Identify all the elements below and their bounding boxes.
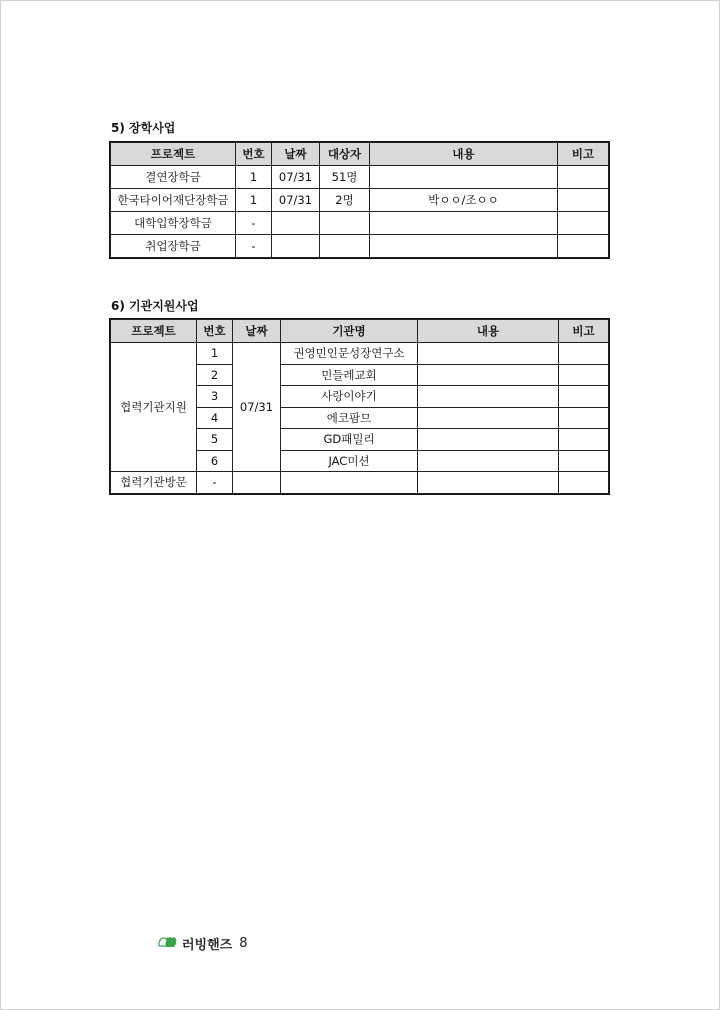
cell-number: - xyxy=(236,212,272,235)
agency-support-table xyxy=(110,319,609,494)
cell-number: 2 xyxy=(197,364,233,386)
cell-note xyxy=(558,166,609,189)
header-project: 프로젝트 xyxy=(111,320,197,343)
cell-content xyxy=(418,472,559,494)
leaf-logo-icon xyxy=(157,933,179,953)
header-organization: 기관명 xyxy=(281,320,418,343)
cell-date: 07/31 xyxy=(272,166,320,189)
footer xyxy=(157,933,248,953)
cell-date-group: 07/31 xyxy=(233,343,281,472)
cell-content xyxy=(418,343,559,365)
cell-date xyxy=(233,472,281,494)
table-row xyxy=(111,166,609,189)
cell-organization: GD패밀리 xyxy=(281,429,418,451)
cell-note xyxy=(558,212,609,235)
cell-number: - xyxy=(236,235,272,258)
section6-heading: 6) 기관지원사업 xyxy=(111,299,199,313)
cell-organization: 권영민인문성장연구소 xyxy=(281,343,418,365)
header-date: 날짜 xyxy=(272,143,320,166)
table-row xyxy=(111,235,609,258)
cell-number: 5 xyxy=(197,429,233,451)
table-row xyxy=(111,472,609,494)
section5-heading: 5) 장학사업 xyxy=(111,121,176,135)
cell-date xyxy=(272,235,320,258)
cell-note xyxy=(559,343,609,365)
header-number: 번호 xyxy=(236,143,272,166)
header-number: 번호 xyxy=(197,320,233,343)
header-content: 내용 xyxy=(418,320,559,343)
page-number: 8 xyxy=(239,935,248,951)
cell-content xyxy=(370,235,558,258)
cell-note xyxy=(559,450,609,472)
cell-number: 4 xyxy=(197,407,233,429)
header-date: 날짜 xyxy=(233,320,281,343)
cell-content xyxy=(418,364,559,386)
cell-number: 3 xyxy=(197,386,233,408)
cell-project-group: 협력기관지원 xyxy=(111,343,197,472)
cell-project: 협력기관방문 xyxy=(111,472,197,494)
cell-note xyxy=(559,386,609,408)
cell-target xyxy=(320,212,370,235)
cell-project: 취업장학금 xyxy=(111,235,236,258)
header-note: 비고 xyxy=(558,143,609,166)
cell-content xyxy=(418,450,559,472)
table-row xyxy=(111,189,609,212)
scholarship-table xyxy=(110,142,609,258)
footer-brand: 러빙핸즈 xyxy=(182,937,233,953)
cell-organization xyxy=(281,472,418,494)
cell-date xyxy=(272,212,320,235)
cell-note xyxy=(559,429,609,451)
table-row xyxy=(111,343,609,365)
header-project: 프로젝트 xyxy=(111,143,236,166)
cell-organization: JAC미션 xyxy=(281,450,418,472)
cell-number: 1 xyxy=(197,343,233,365)
cell-note xyxy=(559,407,609,429)
cell-note xyxy=(558,189,609,212)
cell-number: - xyxy=(197,472,233,494)
table-header-row xyxy=(111,143,609,166)
cell-number: 1 xyxy=(236,189,272,212)
cell-organization: 민들레교회 xyxy=(281,364,418,386)
cell-organization: 에코팜므 xyxy=(281,407,418,429)
cell-content xyxy=(370,166,558,189)
header-note: 비고 xyxy=(559,320,609,343)
cell-content: 박ㅇㅇ/조ㅇㅇ xyxy=(370,189,558,212)
cell-content xyxy=(418,386,559,408)
header-target: 대상자 xyxy=(320,143,370,166)
cell-content xyxy=(418,407,559,429)
cell-project: 결연장학금 xyxy=(111,166,236,189)
cell-note xyxy=(559,364,609,386)
cell-number: 6 xyxy=(197,450,233,472)
cell-content xyxy=(370,212,558,235)
cell-target: 51명 xyxy=(320,166,370,189)
cell-content xyxy=(418,429,559,451)
cell-target: 2명 xyxy=(320,189,370,212)
cell-date: 07/31 xyxy=(272,189,320,212)
cell-number: 1 xyxy=(236,166,272,189)
header-content: 내용 xyxy=(370,143,558,166)
cell-project: 대학입학장학금 xyxy=(111,212,236,235)
cell-target xyxy=(320,235,370,258)
table-header-row xyxy=(111,320,609,343)
cell-note xyxy=(558,235,609,258)
cell-organization: 사랑이야기 xyxy=(281,386,418,408)
cell-project: 한국타이어재단장학금 xyxy=(111,189,236,212)
table-row xyxy=(111,212,609,235)
cell-note xyxy=(559,472,609,494)
